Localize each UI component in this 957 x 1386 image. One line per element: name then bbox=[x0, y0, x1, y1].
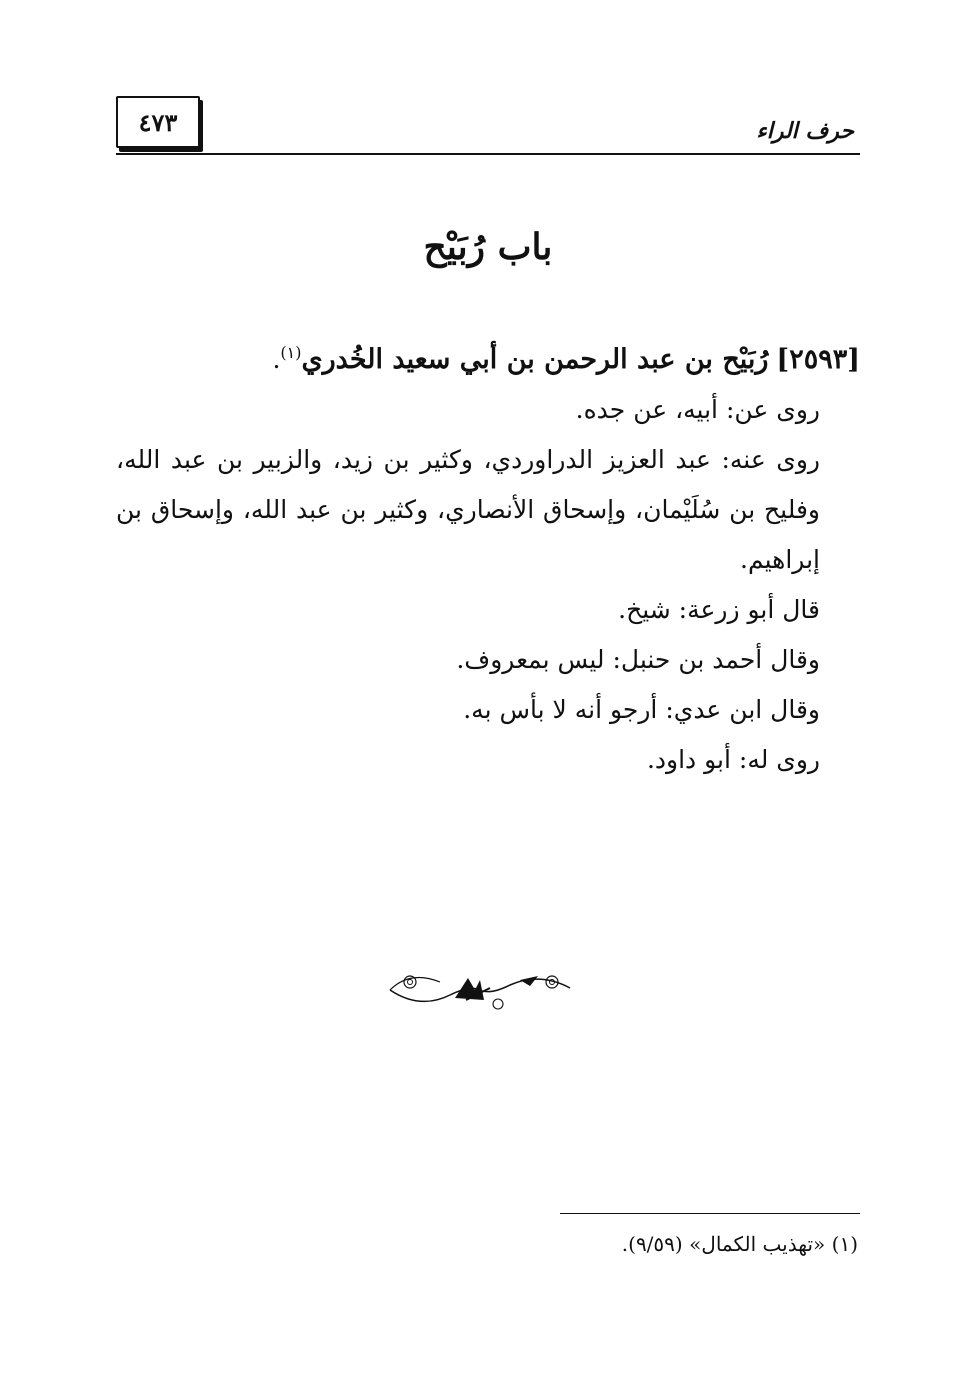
page-header bbox=[116, 96, 860, 156]
footnote: (١) «تهذيب الكمال» (٩/٥٩). bbox=[621, 1232, 858, 1256]
ibn-adi-opinion: وقال ابن عدي: أرجو أنه لا بأس به. bbox=[463, 695, 820, 724]
narrated-from: روى عن: أبيه، عن جده. bbox=[575, 395, 820, 424]
narrated-by: روى له: أبو داود. bbox=[646, 745, 820, 774]
footnote-ref: (١) bbox=[280, 343, 302, 362]
footnote-rule bbox=[560, 1213, 860, 1214]
running-head: حرف الراء bbox=[756, 118, 854, 144]
chapter-title: باب رُبَيْح bbox=[423, 226, 553, 268]
entry-name: رُبَيْح بن عبد الرحمن بن أبي سعيد الخُدري bbox=[301, 344, 769, 375]
entry-number: [٢٥٩٣] bbox=[776, 344, 860, 375]
page-number: ٤٧٣ bbox=[138, 107, 178, 137]
page-number-box bbox=[116, 96, 200, 148]
ornament-divider-icon bbox=[380, 960, 580, 1020]
header-rule bbox=[116, 153, 860, 155]
entry-body bbox=[116, 328, 860, 785]
entry-heading bbox=[116, 328, 860, 385]
abu-zura-opinion: قال أبو زرعة: شيخ. bbox=[618, 595, 820, 624]
entry-end: . bbox=[272, 345, 281, 374]
narrators-list: روى عنه: عبد العزيز الدراوردي، وكثير بن زيد، والزبير بن عبد الله، وفليح بن سُلَيْمان، وإسحاق الأنصاري، وكثير بن عبد الله، وإسحاق بن إبراهيم. bbox=[116, 445, 820, 574]
ahmad-opinion: وقال أحمد بن حنبل: ليس بمعروف. bbox=[456, 645, 820, 674]
